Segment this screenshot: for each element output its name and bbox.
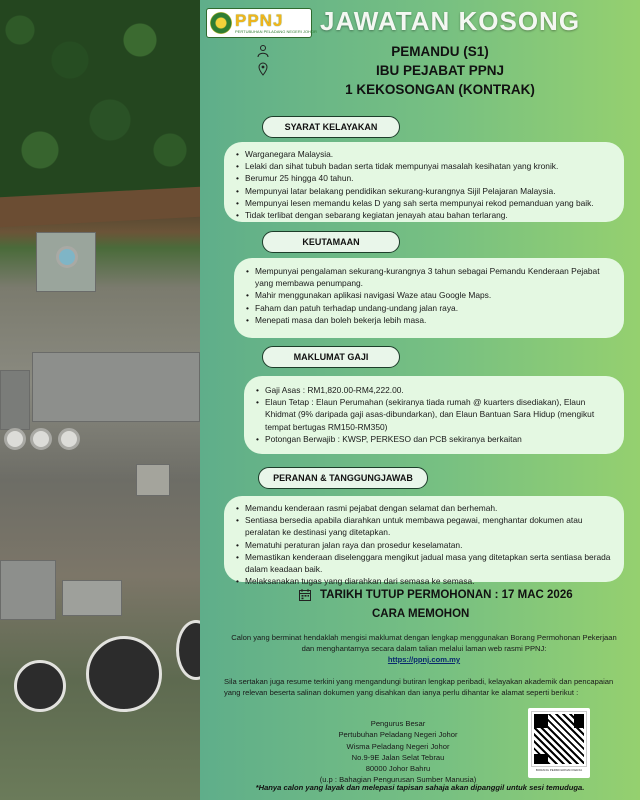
peranan-list [236, 502, 614, 587]
apply-url-link[interactable]: https://ppnj.com.my [387, 655, 461, 664]
peranan-item: • Sentiasa bersedia apabila diarahkan untuk membawa pegawai, menghantar dokumen atau peralatan ke destinasi yang ditetapkan. [236, 514, 614, 538]
logo-name: PPNJ [235, 11, 284, 30]
syarat-item: • Mempunyai latar belakang pendidikan sekurang-kurangnya Sijil Pelajaran Malaysia. [236, 185, 614, 197]
syarat-item: • Mempunyai lesen memandu kelas D yang sah serta mempunyai rekod pemanduan yang baik. [236, 197, 614, 209]
peranan-item: • Melaksanakan tugas yang diarahkan dari semasa ke semasa. [236, 575, 614, 587]
keutamaan-item: • Faham dan patuh terhadap undang-undang jalan raya. [246, 302, 614, 314]
qr-code-image [532, 712, 586, 766]
qr-caption: BORANG PERMOHONAN KERJA [535, 768, 583, 772]
keutamaan-item: • Mahir menggunakan aplikasi navigasi Waze atau Google Maps. [246, 289, 614, 301]
address-line: Wisma Peladang Negeri Johor [346, 741, 450, 751]
location-icon [256, 62, 270, 76]
syarat-item: • Lelaki dan sihat tubuh badan serta tidak mempunyai masalah kesihatan yang kronik. [236, 160, 614, 172]
syarat-box [224, 142, 624, 222]
syarat-item: • Berumur 25 hingga 40 tahun. [236, 172, 614, 184]
footnote: *Hanya calon yang layak dan melepasi tapisan sahaja akan dipanggil untuk sesi temuduga. [255, 783, 585, 792]
gaji-item: • Potongan Berwajib : KWSP, PERKESO dan PCB sekiranya berkaitan [256, 433, 614, 445]
syarat-item: • Warganegara Malaysia. [236, 148, 614, 160]
aerial-photo [0, 0, 200, 800]
ppnj-emblem-icon [210, 12, 232, 34]
ppnj-logo [206, 8, 317, 38]
section-label-gaji: MAKLUMAT GAJI [262, 346, 400, 368]
job-location: IBU PEJABAT PPNJ [375, 63, 505, 78]
attachment-instructions: Sila sertakan juga resume terkini yang mengandungi butiran lengkap peribadi, kelayakan akademik dan pencapaian yang relevan beserta salinan dokumen yang disahkan dan ianya perlu dihantar ke alamat seperti berikut : [224, 677, 614, 697]
gaji-box [244, 376, 624, 454]
job-position: PEMANDU (S1) [391, 44, 489, 59]
syarat-item: • Tidak terlibat dengan sebarang kegiatan jenayah atau bahan terlarang. [236, 209, 614, 221]
qr-code[interactable] [528, 708, 590, 778]
section-label-syarat: SYARAT KELAYAKAN [262, 116, 400, 138]
job-vacancy: 1 KEKOSONGAN (KONTRAK) [345, 82, 535, 97]
apply-text: Calon yang berminat hendaklah mengisi maklumat dengan lengkap menggunakan Borang Permohonan Pekerjaan dan menghantarnya secara dalam talian melalui laman web rasmi PPNJ: [231, 633, 617, 653]
peranan-item: • Mematuhi peraturan jalan raya dan prosedur keselamatan. [236, 539, 614, 551]
keutamaan-item: • Mempunyai pengalaman sekurang-kurangnya 3 tahun sebagai Pemandu Kenderaan Pejabat yang membawa penumpang. [246, 265, 614, 289]
keutamaan-box [234, 258, 624, 338]
gaji-item: • Elaun Tetap : Elaun Perumahan (sekiranya tiada rumah @ kuarters disediakan), Elaun Khidmat (9% daripada gaji asas-dibundarkan), dan Elaun Bantuan Sara Hidup (mengikut tempat bertugas RM150-RM350) [256, 396, 614, 433]
job-icons [256, 44, 270, 76]
closing-date-row [298, 588, 573, 602]
apply-heading: CARA MEMOHON [372, 608, 470, 620]
address-line: 80000 Johor Bahru [365, 764, 431, 774]
address-line: (u.p : Bahagian Pengurusan Sumber Manusia) [319, 775, 477, 785]
section-label-keutamaan: KEUTAMAAN [262, 231, 400, 253]
peranan-item: • Memastikan kenderaan diselenggara mengikut jadual masa yang ditetapkan serta sentiasa berada dalam keadaan baik. [236, 551, 614, 575]
address-line: Pengurus Besar [370, 719, 426, 728]
gaji-list [256, 384, 614, 445]
syarat-list [236, 148, 614, 221]
apply-instructions [224, 632, 624, 665]
gaji-item: • Gaji Asas : RM1,820.00-RM4,222.00. [256, 384, 614, 396]
keutamaan-list [246, 265, 614, 326]
calendar-icon [298, 588, 312, 602]
peranan-item: • Memandu kenderaan rasmi pejabat dengan selamat dan berhemah. [236, 502, 614, 514]
section-label-peranan: PERANAN & TANGGUNGJAWAB [258, 467, 428, 489]
job-details [300, 42, 580, 99]
logo-subtitle: PERTUBUHAN PELADANG NEGERI JOHOR [235, 29, 317, 34]
page-title: JAWATAN KOSONG [320, 6, 581, 36]
closing-date: TARIKH TUTUP PERMOHONAN : 17 MAC 2026 [320, 589, 573, 601]
address-line: Pertubuhan Peladang Negeri Johor [338, 730, 458, 740]
keutamaan-item: • Menepati masa dan boleh bekerja lebih masa. [246, 314, 614, 326]
person-icon [256, 44, 270, 58]
peranan-box [224, 496, 624, 587]
mailing-address [318, 718, 478, 786]
address-line: No.9-9E Jalan Selat Tebrau [351, 752, 445, 762]
